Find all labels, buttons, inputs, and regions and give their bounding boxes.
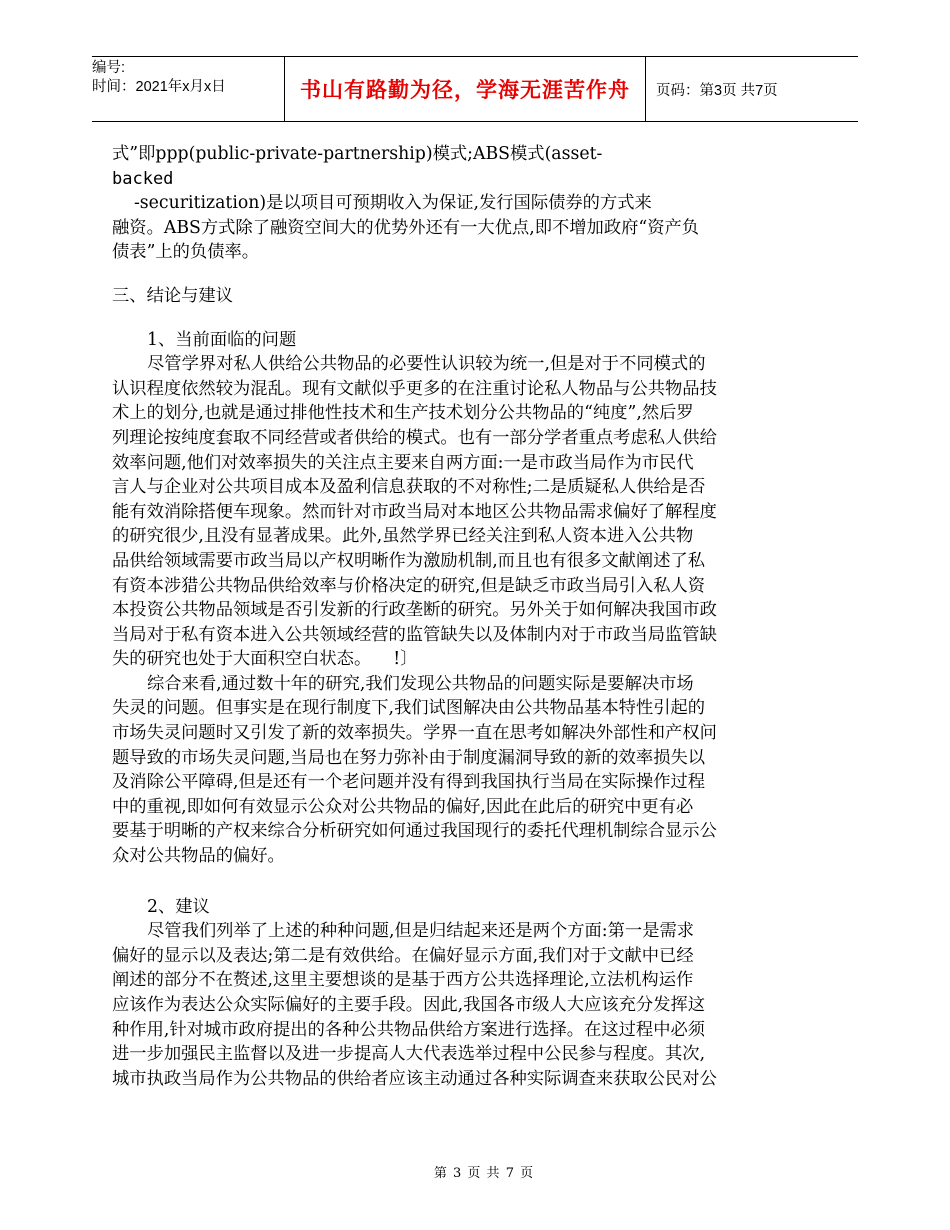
intro-line: 债表”上的负债率。 bbox=[112, 242, 260, 263]
paragraph-line: 众对公共物品的偏好。 bbox=[112, 846, 285, 867]
paragraph-line: 综合来看,通过数十年的研究,我们发现公共物品的问题实际是要解决市场 bbox=[147, 673, 694, 694]
intro-line: 融资。ABS方式除了融资空间大的优势外还有一大优点,即不增加政府“资产负 bbox=[112, 217, 700, 238]
subsection-heading: 2、建议 bbox=[147, 896, 210, 917]
paragraph-line: 中的重视,即如何有效显示公众对公共物品的偏好,因此在此后的研究中更有必 bbox=[112, 796, 694, 817]
paragraph-line: 题导致的市场失灵问题,当局也在努力弥补由于制度漏洞导致的新的效率损失以 bbox=[112, 747, 706, 768]
section-heading: 三、结论与建议 bbox=[112, 285, 233, 306]
paragraph-line: 及消除公平障碍,但是还有一个老问题并没有得到我国执行当局在实际操作过程 bbox=[112, 772, 706, 793]
paragraph-line: 偏好的显示以及表达;第二是有效供给。在偏好显示方面,我们对于文献中已经 bbox=[112, 945, 694, 966]
intro-line: 式”即ppp(public-private-partnership)模式;ABS模式(asset- bbox=[112, 144, 603, 164]
page-indicator: 页码：第3页 共7页 bbox=[656, 82, 778, 99]
intro-line: -securitization)是以项目可预期收入为保证,发行国际债券的方式来 bbox=[112, 193, 652, 214]
paragraph-line: 言人与企业对公共项目成本及盈利信息获取的不对称性;二是质疑私人供给是否 bbox=[112, 477, 706, 498]
paragraph-line: 列理论按纯度套取不同经营或者供给的模式。也有一部分学者重点考虑私人供给 bbox=[112, 427, 717, 448]
paragraph-line: 应该作为表达公众实际偏好的主要手段。因此,我国各市级人大应该充分发挥这 bbox=[112, 995, 706, 1015]
paragraph-line: 效率问题,他们对效率损失的关注点主要来自两方面:一是市政当局作为市民代 bbox=[112, 452, 694, 473]
problems-paragraph-2 bbox=[112, 672, 772, 869]
paragraph-line: 要基于明晰的产权来综合分析研究如何通过我国现行的委托代理机制综合显示公 bbox=[112, 821, 717, 842]
paragraph-line: 进一步加强民主监督以及进一步提高人大代表选举过程中公民参与程度。其次, bbox=[112, 1044, 706, 1065]
paragraph-line: 阐述的部分不在赘述,这里主要想谈的是基于西方公共选择理论,立法机构运作 bbox=[112, 970, 694, 991]
header-page-cell bbox=[646, 57, 858, 121]
header-motto-cell bbox=[284, 57, 646, 121]
time-label: 时间：2021年x月x日 bbox=[92, 79, 226, 95]
paragraph-line: 种作用,针对城市政府提出的各种公共物品供给方案进行选择。在这过程中必须 bbox=[112, 1019, 706, 1040]
intro-paragraph bbox=[112, 142, 772, 265]
paragraph-line: 本投资公共物品领域是否引发新的行政垄断的研究。另外关于如何解决我国市政 bbox=[112, 600, 717, 621]
motto-text: 书山有路勤为径，学海无涯苦作舟 bbox=[300, 78, 630, 102]
paragraph-line: 的研究很少,且没有显著成果。此外,虽然学界已经关注到私人资本进入公共物 bbox=[112, 526, 694, 547]
paragraph-line: 城市执政当局作为公共物品的供给者应该主动通过各种实际调查来获取公民对公 bbox=[112, 1068, 717, 1089]
suggestions-paragraph bbox=[112, 919, 772, 1091]
paragraph-line: 市场失灵问题时又引发了新的效率损失。学界一直在思考如解决外部性和产权问 bbox=[112, 723, 717, 744]
intro-line: backed bbox=[112, 168, 174, 189]
header-meta bbox=[92, 57, 284, 121]
problems-paragraph-1 bbox=[112, 352, 772, 672]
paragraph-line: 当局对于私有资本进入公共领域经营的监管缺失以及体制内对于市政当局监管缺 bbox=[112, 624, 717, 645]
paragraph-line: 品供给领域需要市政当局以产权明晰作为激励机制,而且也有很多文献阐述了私 bbox=[112, 550, 706, 571]
paragraph-line: 认识程度依然较为混乱。现有文献似乎更多的在注重讨论私人物品与公共物品技 bbox=[112, 378, 717, 399]
paragraph-line: 尽管我们列举了上述的种种问题,但是归结起来还是两个方面:第一是需求 bbox=[147, 921, 695, 942]
document-body bbox=[112, 142, 772, 1091]
serial-label: 编号: bbox=[92, 60, 126, 76]
paragraph-line: 有资本涉猎公共物品供给效率与价格决定的研究,但是缺乏市政当局引入私人资 bbox=[112, 575, 706, 596]
paragraph-line: 失的研究也处于大面积空白状态。 !〕 bbox=[112, 649, 418, 670]
page-footer: 第 3 页 共 7 页 bbox=[433, 1166, 535, 1181]
paragraph-line: 失灵的问题。但事实是在现行制度下,我们试图解决由公共物品基本特性引起的 bbox=[112, 698, 706, 719]
paragraph-line: 能有效消除搭便车现象。然而针对市政当局对本地区公共物品需求偏好了解程度 bbox=[112, 501, 717, 522]
page-header bbox=[92, 56, 858, 122]
paragraph-line: 尽管学界对私人供给公共物品的必要性认识较为统一,但是对于不同模式的 bbox=[147, 354, 706, 375]
subsection-heading: 1、当前面临的问题 bbox=[147, 329, 297, 350]
paragraph-line: 术上的划分,也就是通过排他性技术和生产技术划分公共物品的“纯度”,然后罗 bbox=[112, 403, 694, 424]
